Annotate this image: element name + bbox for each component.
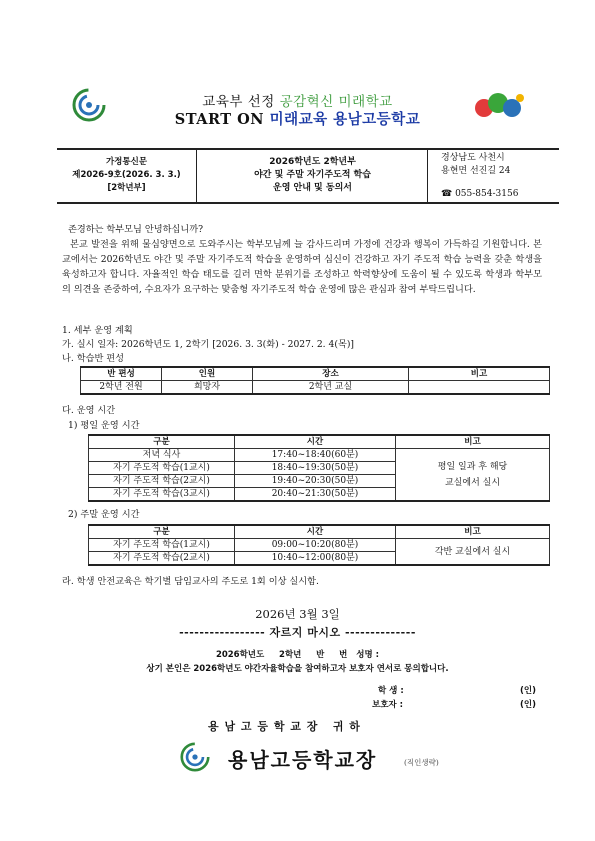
header-cell: 비고 (396, 435, 550, 449)
cell: 자기 주도적 학습(1교시) (89, 539, 235, 552)
issue-number: 제2026-9호(2026. 3. 3.) (72, 170, 181, 180)
principal-seal-note: (직인생략) (404, 758, 439, 767)
principal-name: 용남고등학교장 (228, 748, 378, 772)
title-line-2: 야간 및 주말 자기주도적 학습 (254, 170, 371, 180)
cell: 17:40~18:40(60분) (235, 449, 396, 462)
cell: 2학년 전원 (81, 381, 162, 395)
note-line: 교실에서 실시 (444, 477, 501, 488)
address-line-1: 경상남도 사천시 (441, 153, 505, 163)
cell (409, 381, 550, 395)
section-1a: 가. 실시 일자: 2026학년도 1, 2학기 [2026. 3. 3(화) - 2027. 2. 4(목)] (62, 339, 354, 350)
header-cell: 비고 (396, 525, 550, 539)
header-cell: 반 편성 (81, 367, 162, 381)
cell: 19:40~20:30(50분) (235, 475, 396, 488)
school-logo-icon (180, 742, 210, 772)
cell: 자기 주도적 학습(1교시) (89, 462, 235, 475)
table-row (89, 435, 550, 449)
cell: 저녁 식사 (89, 449, 235, 462)
form-student-line: 2026학년도 2학년 반 번 성명 : (215, 650, 380, 660)
issue-info (57, 150, 197, 202)
header-cell: 장소 (253, 367, 409, 381)
weekday-title: 1) 평일 운영 시간 (68, 420, 140, 431)
form-consent-line: 상기 본인은 2026학년도 야간자율학습을 참여하고자 보호자 연서로 몽의합니다. (146, 664, 449, 674)
notice-title (198, 150, 428, 202)
table-row (89, 525, 550, 539)
note-cell: 각반 교실에서 실시 (396, 539, 550, 566)
address-line-2: 용현면 선진길 24 (441, 166, 511, 176)
phone-number: ☎ 055-854-3156 (441, 189, 519, 199)
notice-date: 2026년 3월 3일 (255, 607, 340, 621)
recipient-line: 용 남 고 등 학 교 장 귀 하 (208, 720, 361, 733)
issue-type: 가정통신문 (105, 157, 148, 167)
cell: 18:40~19:30(50분) (235, 462, 396, 475)
tear-line: ----------------- 자르지 마시오 -------------- (179, 626, 416, 639)
section-1d: 라. 학생 안전교육은 학기별 담임교사의 주도로 1회 이상 실시함. (62, 576, 319, 587)
cell: 자기 주도적 학습(2교시) (89, 552, 235, 566)
guardian-seal: (인) (520, 700, 536, 710)
weekday-table (88, 434, 550, 502)
header-cell: 구분 (89, 525, 235, 539)
cell: 10:40~12:00(80분) (235, 552, 396, 566)
weekend-table (88, 524, 550, 566)
section-1-title: 1. 세부 운영 계획 (62, 325, 133, 336)
table-row (81, 381, 550, 395)
table-row (81, 367, 550, 381)
cell: 2학년 교실 (253, 381, 409, 395)
header-cell: 인원 (162, 367, 253, 381)
class-table (80, 366, 550, 395)
title-line-3: 운영 안내 및 동의서 (273, 183, 352, 193)
cell: 희망자 (162, 381, 253, 395)
table-row (89, 449, 550, 462)
title-line-1: 2026학년도 2학년부 (269, 157, 356, 167)
header-cell: 시간 (235, 525, 396, 539)
header-cell: 구분 (89, 435, 235, 449)
greeting: 존경하는 학부모님 안녕하십니까? (68, 224, 204, 235)
cell: 20:40~21:30(50분) (235, 488, 396, 502)
cell: 자기 주도적 학습(2교시) (89, 475, 235, 488)
header-title (0, 108, 595, 129)
cell: 자기 주도적 학습(3교시) (89, 488, 235, 502)
note-cell (396, 449, 550, 502)
issue-dept: [2학년부] (107, 183, 146, 193)
note-line: 평일 일과 후 해당 (437, 461, 508, 472)
title-prefix: START ON (174, 111, 270, 128)
header-cell: 시간 (235, 435, 396, 449)
weekend-title: 2) 주말 운영 시간 (68, 509, 140, 520)
header-cell: 비고 (409, 367, 550, 381)
title-highlight: 미래교육 용남고등학교 (269, 111, 421, 128)
slogan-highlight: 공감혁신 미래학교 (279, 94, 393, 110)
section-1c: 다. 운영 시간 (62, 405, 116, 416)
table-row (89, 539, 550, 552)
intro-paragraph: 본교 발전을 위해 물심양면으로 도와주시는 학부모님께 늘 감사드리며 가정에 건강과 행복이 가득하길 기원합니다. 본교에서는 2026학년도 야간 및 주말 자기주도적 학습을 운영하여 심신이 건강하고 자기 주도적 학습 능력을 갖춘 학생을 육성하고자 합니다. 자율적인 학습 태도를 길러 면학 분위기를 조성하고 학력향상에 도움이 될 수 있도록 학생과 학부모의 의견을 존중하여, 수요자가 요구하는 맞춤형 자기주도적 학습 운영에 많은 관심과 참여 부탁드립니다. (62, 239, 542, 295)
student-seal: (인) (520, 686, 536, 696)
header-slogan (0, 90, 595, 110)
slogan-prefix: 교육부 선정 (202, 94, 280, 110)
student-label: 학 생 : (378, 686, 404, 696)
cell: 09:00~10:20(80분) (235, 539, 396, 552)
newsletter-info-box (57, 148, 559, 204)
guardian-label: 보호자 : (372, 700, 403, 710)
school-contact (429, 150, 559, 202)
section-1b: 나. 학습반 편성 (62, 353, 125, 364)
